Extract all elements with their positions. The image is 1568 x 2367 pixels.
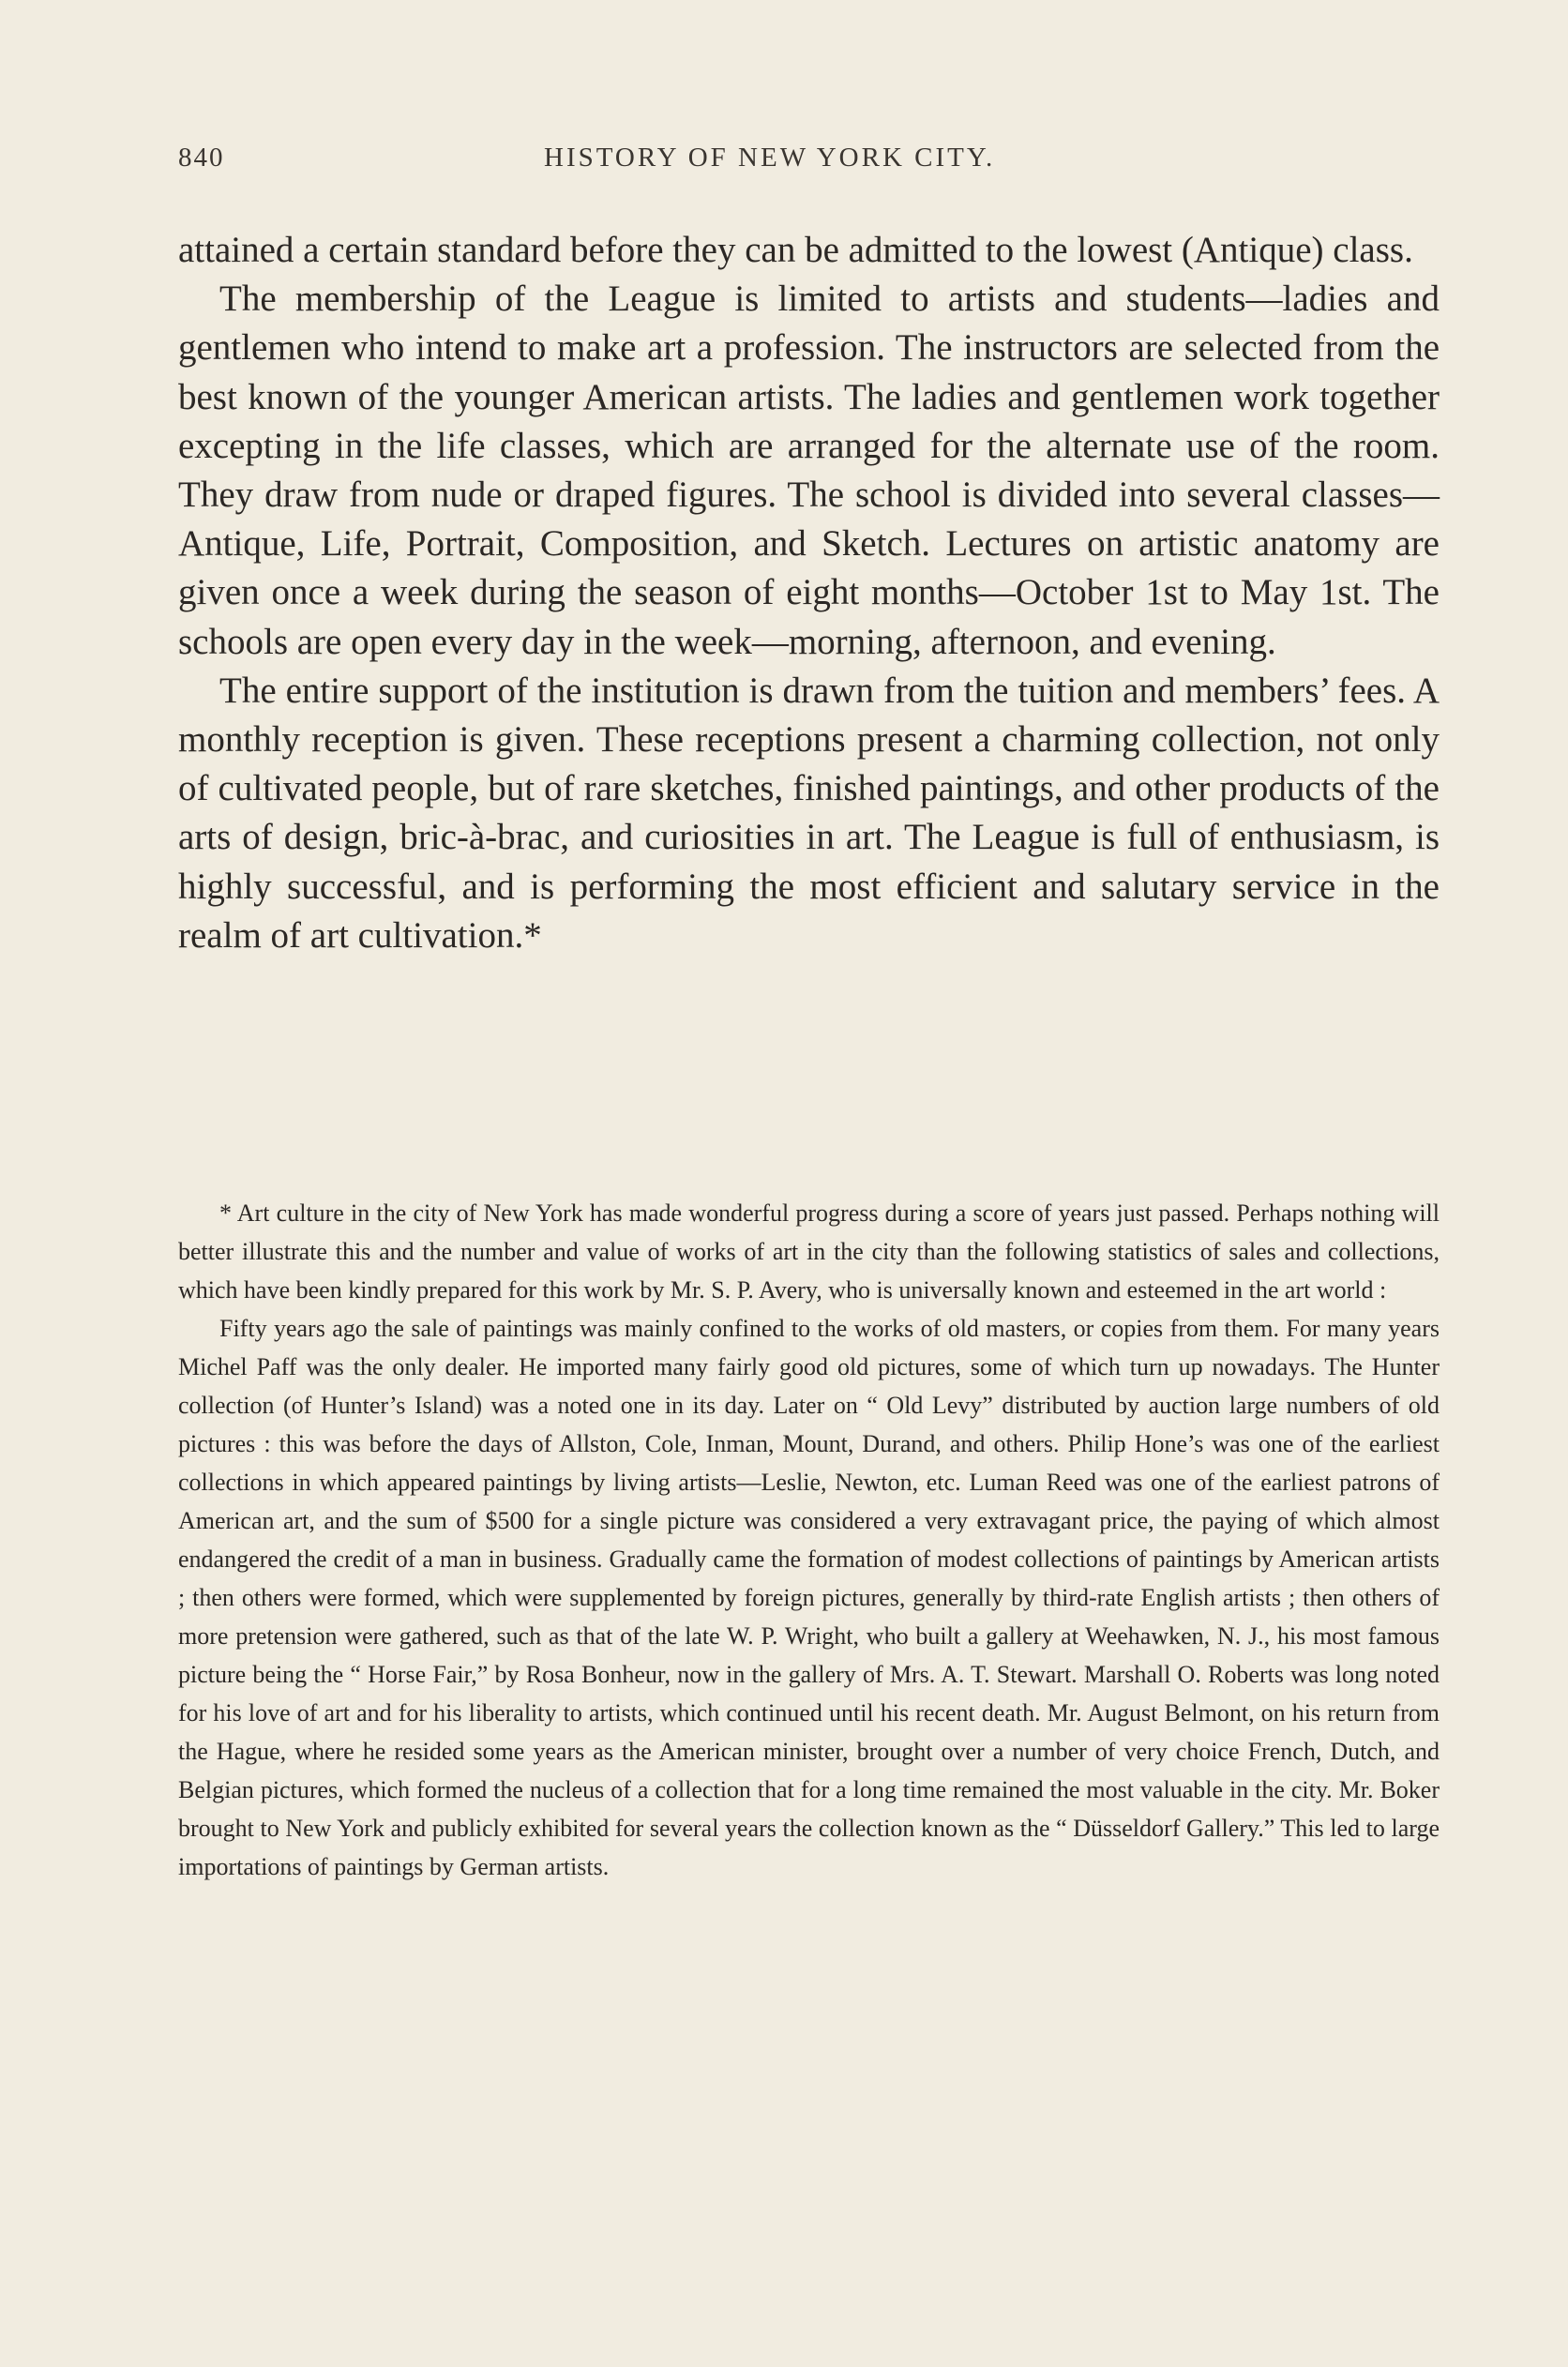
footnote-paragraph-intro: * Art culture in the city of New York has made wonderful progress during a score of years just passed. Perhaps nothing will better illustrate this and the number and value of works of art in the city than the following statistics of sales and collections, which have been kindly prepared for this work by Mr. S. P. Avery, who is universally known and esteemed in the art world : xyxy=(178,1199,1440,1304)
running-title: HISTORY OF NEW YORK CITY. xyxy=(544,143,996,173)
paragraph-continued: attained a certain standard before they can be admitted to the lowest (Antique) class. xyxy=(178,230,1413,270)
paragraph-membership: The membership of the League is limited to artists and students—ladies and gentlemen who intend to make art a profession. The instructors are selected from the best known of the younger American artists. The ladies and gentlemen work together excepting in the life classes, which are arranged for the alternate use of the room. They draw from nude or draped figures. The school is divided into several classes—Antique, Life, Portrait, Composition, and Sketch. Lectures on artistic anatomy are given once a week during the season of eight months—October 1st to May 1st. The schools are open every day in the week—morning, afternoon, and evening. xyxy=(178,279,1440,662)
paragraph-support: The entire support of the institution is drawn from the tuition and members’ fees. A monthly reception is given. These receptions present a charming collection, not only of cultivated people, but of rare sketches, finished paintings, and other products of the arts of design, bric-à-brac, and curiosities in art. The League is full of enthusiasm, is highly successful, and is performing the most efficient and salutary service in the realm of art cultivation.* xyxy=(178,670,1440,956)
main-text xyxy=(178,226,1440,960)
footnote-paragraph-history: Fifty years ago the sale of paintings was mainly confined to the works of old masters, or copies from them. For many years Michel Paff was the only dealer. He imported many fairly good old pictures, some of which turn up nowadays. The Hunter collection (of Hunter’s Island) was a noted one in its day. Later on “ Old Levy” distributed by auction large numbers of old pictures : this was before the days of Allston, Cole, Inman, Mount, Durand, and others. Philip Hone’s was one of the earliest collections in which appeared paintings by living artists—Leslie, Newton, etc. Luman Reed was one of the earliest patrons of American art, and the sum of $500 for a single picture was considered a very extravagant price, the paying of which almost endangered the credit of a man in business. Gradually came the formation of modest collections of paintings by American artists ; then others were formed, which were supplemented by foreign pictures, generally by third-rate English artists ; then others of more pretension were gathered, such as that of the late W. P. Wright, who built a gallery at Weehawken, N. J., his most famous picture being the “ Horse Fair,” by Rosa Bonheur, now in the gallery of Mrs. A. T. Stewart. Marshall O. Roberts was long noted for his love of art and for his liberality to artists, which continued until his recent death. Mr. August Belmont, on his return from the Hague, where he resided some years as the American minister, brought over a number of very choice French, Dutch, and Belgian pictures, which formed the nucleus of a collection that for a long time remained the most valuable in the city. Mr. Boker brought to New York and publicly exhibited for several years the collection known as the “ Düsseldorf Gallery.” This led to large importations of paintings by German artists. xyxy=(178,1315,1440,1880)
running-head xyxy=(178,143,1435,189)
page-number: 840 xyxy=(178,143,225,173)
footnote xyxy=(178,1194,1440,1886)
